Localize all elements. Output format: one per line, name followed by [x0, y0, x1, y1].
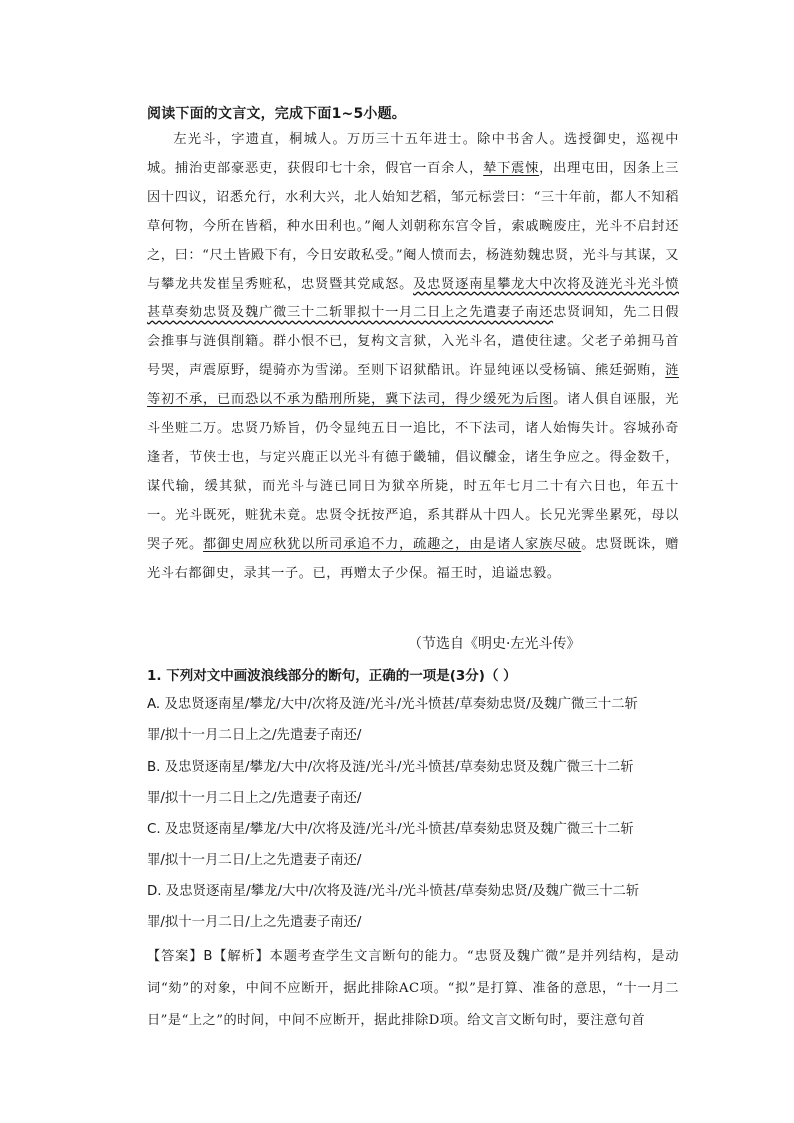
- option-c-line-1: C. 及忠贤逐南星/攀龙/大中/次将及涟/光斗/光斗愤甚/草奏劾忠贤及魏广微三十二斩: [147, 822, 634, 837]
- option-b: [147, 752, 683, 814]
- option-d-line-2: 罪/拟十一月二日/上之先遣妻子南还/: [147, 915, 362, 930]
- passage-text: 左光斗，字遗直，桐城人。万历三十五年进士。除中书舍人。选授御史，巡视中城。捕治吏部豪恶吏，获假印七十余，假官一百余人，: [147, 132, 679, 176]
- question-1-stem: 1. 下列对文中画波浪线部分的断句，正确的一项是(3分)（ ）: [147, 668, 517, 684]
- passage-text: 。诸人俱自诬服，光斗坐赃二万。忠贤乃矫旨，仍令显纯五日一追比，不下法司，诸人始悔失计。容城孙奇逢者，节侠士也，与定兴鹿正以光斗有德于畿辅，倡议醵金，诸生争应之。得金数千，谋代输，缓其狱，而光斗与涟已同日为狱卒所毙，时五年七月二十有六日也，年五十一。光斗既死，赃犹未竟。忠贤令抚按严追，系其群从十四人。长兄光霁坐累死，母以哭子死。: [147, 392, 679, 552]
- answer-text: 本题考查学生文言断句的能力。“忠贤及魏广微”是并列结构，是动词“劾”的对象，中间不应断开，据此排除AC项。“拟”是打算、准备的意思，“十一月二日”是“上之”的时间，中间不应断开，据此排除D项。给文言文断句时，要注意句首: [147, 949, 680, 1028]
- answer-explanation: [147, 941, 679, 1037]
- option-b-line-1: B. 及忠贤逐南星/攀龙/大中/次将及涟/光斗/光斗愤甚/草奏劾忠贤及魏广微三十二斩: [147, 760, 634, 775]
- option-d-line-1: D. 及忠贤逐南星/攀龙/大中/次将及涟/光斗/光斗愤甚/草奏劾忠贤/及魏广微三十二斩: [147, 884, 640, 899]
- answer-tag: 【答案】B【解析】: [147, 949, 270, 964]
- passage-text: ，出理屯田，因条上三因十四议，诏悉允行，水利大兴，北人始知艺稻，邹元标尝曰：“三十年前，都人不知稻草何物，今所在皆稻，种水田利也。”阉人刘朝称东宫令旨，索戚畹废庄，光斗不启封还之，曰：“尺土皆殿下有，今日安敢私受。”阉人愤而去，杨涟劾魏忠贤，光斗与其谋，又与攀龙共发崔呈秀赃私，忠贤暨其党咸怒。: [147, 160, 680, 292]
- passage-marked-phrase: 辇下震悚: [483, 160, 540, 176]
- option-b-line-2: 罪/拟十一月二日上之/先遣妻子南还/: [147, 791, 362, 806]
- classical-chinese-passage: [147, 126, 679, 589]
- underlined-sentence-2: 都御史周应秋犹以所司承追不力，疏趣之，由是诸人家族尽破: [203, 536, 582, 552]
- passage-text: 忠贤诇知，先二日假会推事与涟俱削籍。群小恨不已，复构文言狱，入光斗名，遣使往逮。父老子弟拥马首号哭，声震原野，缇骑亦为雪涕。至则下诏狱酷讯。许显纯诬以受杨镐、熊廷弼贿，: [147, 305, 679, 379]
- passage-text: 。忠贤既诛，赠光斗右都御史，录其一子。已，再赠太子少保。福王时，追谥忠毅。: [147, 536, 680, 581]
- wavy-underlined-sentence: 及忠贤逐南星攀龙大中次将及涟光斗光斗愤甚草奏劾忠贤及魏广微三十二斩罪拟十一月二日上之先遣妻子南还: [147, 276, 679, 321]
- source-citation: （节选自《明史·左光斗传》: [408, 636, 581, 652]
- option-a: [147, 689, 683, 751]
- reading-instruction-heading: 阅读下面的文言文，完成下面1~5小题。: [147, 106, 407, 122]
- option-d: [147, 876, 683, 938]
- option-a-line-2: 罪/拟十一月二日上之/先遣妻子南还/: [147, 728, 362, 743]
- underlined-sentence-1: 涟等初不承，已而恐以不承为酷刑所毙，冀下法司，得少缓死为后图: [147, 363, 679, 408]
- option-c-line-2: 罪/拟十一月二日/上之先遣妻子南还/: [147, 853, 362, 868]
- option-a-line-1: A. 及忠贤逐南星/攀龙/大中/次将及涟/光斗/光斗愤甚/草奏劾忠贤/及魏广微三十二斩: [147, 697, 638, 712]
- option-c: [147, 814, 683, 876]
